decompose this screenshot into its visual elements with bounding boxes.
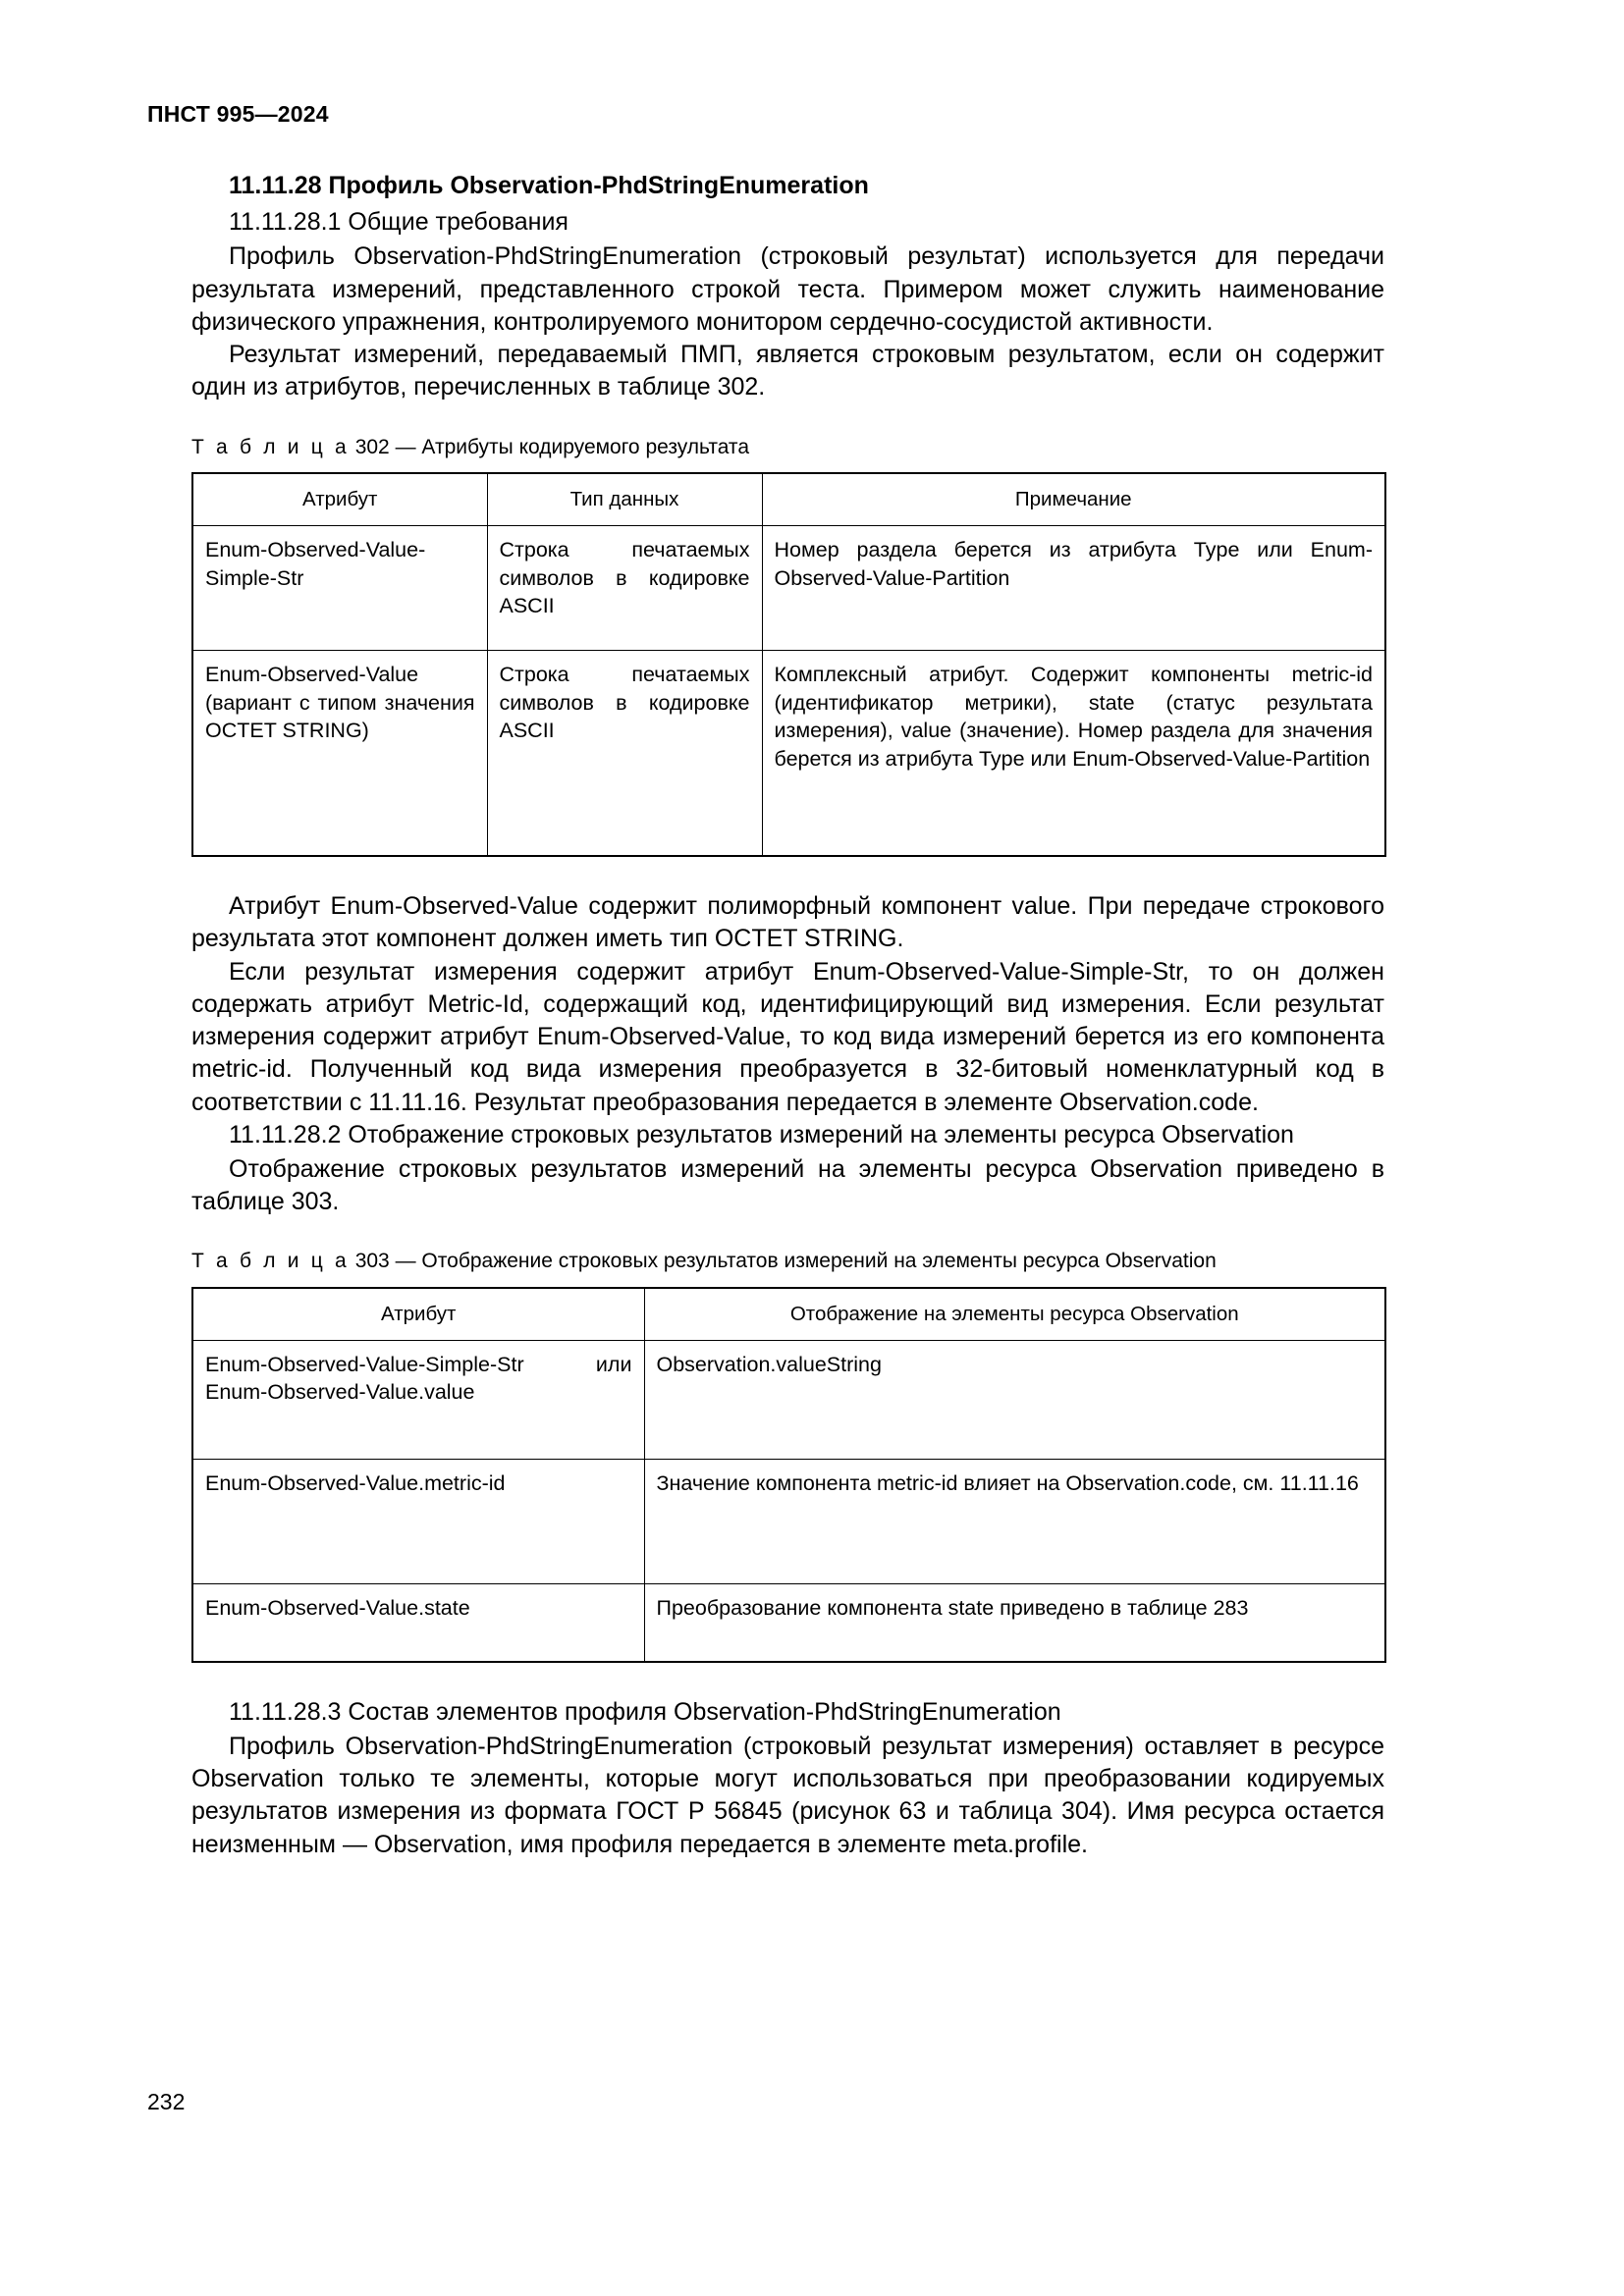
subsection-heading-1: 11.11.28.1 Общие требования [229,208,568,237]
table-302-col-note: Примечание [762,473,1385,526]
table-302 [191,472,1386,857]
table-303-col-attribute: Атрибут [192,1288,644,1341]
table-303-caption-dash: — [395,1250,416,1273]
table-303-r1-attribute-or: или [595,1352,632,1376]
table-303-r1-attribute-line2: Enum-Observed-Value.value [205,1380,475,1405]
table-303-caption-text: Отображение строковых результатов измерений на элементы ресурса Observation [421,1250,1217,1273]
paragraph-5: Отображение строковых результатов измерений на элементы ресурса Observation приведено в таблице 303. [191,1154,1384,1216]
table-303-caption-number: 303 [354,1250,390,1273]
table-row [192,1340,1385,1459]
table-303-r2-attribute: Enum-Observed-Value.metric-id [192,1459,644,1583]
paragraph-3: Атрибут Enum-Observed-Value содержит полиморфный компонент value. При передаче строкового результата этот компонент должен иметь тип OCTET STRING. [191,892,1384,953]
section-title: 11.11.28 Профиль Observation-PhdStringEnumeration [229,172,869,200]
table-303-r1-attribute-line1-wrap [205,1351,632,1379]
table-303 [191,1287,1386,1663]
table-303-r2-mapping: Значение компонента metric-id влияет на Observation.code, см. 11.11.16 [644,1459,1385,1583]
subsection-heading-3: 11.11.28.3 Состав элементов профиля Observation-PhdStringEnumeration [229,1697,1061,1726]
table-303-r3-attribute: Enum-Observed-Value.state [192,1583,644,1662]
table-302-caption-text: Атрибуты кодируемого результата [421,435,749,458]
table-303-spacer [191,1663,1384,1696]
table-302-r2-note: Комплексный атрибут. Содержит компоненты metric-id (идентификатор метрики), state (статус результата измерения), value (значение). Номер раздела для значения берется из атрибута Type или Enum-Observed-Value-Partition [762,651,1385,857]
table-302-r2-attribute: Enum-Observed-Value (вариант с типом значения OCTET STRING) [192,651,487,857]
paragraph-4: Если результат измерения содержит атрибут Enum-Observed-Value-Simple-Str, то он должен содержать атрибут Metric-Id, содержащий код, идентифицирующий вид измерения. Если результат измерения содержит атрибут Enum-Observed-Value, то код вида измерений берется из его компонента metric-id. Полученный код вида измерения преобразуется в 32-битовый номенклатурный код в соответствии с 11.11.16. Результат преобразования передается в элементе Observation.code. [191,957,1384,1116]
table-302-r2-datatype: Строка печатаемых символов в кодировке ASCII [487,651,762,857]
table-302-caption-dash: — [395,435,416,458]
table-303-r1-attribute [192,1340,644,1459]
table-303-r3-mapping: Преобразование компонента state приведено в таблице 283 [644,1583,1385,1662]
table-302-col-datatype: Тип данных [487,473,762,526]
table-303-caption [191,1248,1384,1274]
table-row [192,1583,1385,1662]
table-303-r1-mapping: Observation.valueString [644,1340,1385,1459]
table-302-caption [191,434,1384,460]
table-302-caption-label: Т а б л и ц а [191,435,350,458]
table-303-header-row [192,1288,1385,1341]
table-302-col-attribute: Атрибут [192,473,487,526]
table-row [192,1459,1385,1583]
page-number: 232 [147,2089,186,2114]
table-302-spacer [191,857,1384,890]
table-row [192,651,1385,857]
table-302-r1-datatype: Строка печатаемых символов в кодировке ASCII [487,526,762,651]
table-303-col-mapping: Отображение на элементы ресурса Observation [644,1288,1385,1341]
document-standard-id: ПНСТ 995—2024 [147,101,329,127]
paragraph-2: Результат измерений, передаваемый ПМП, является строковым результатом, если он содержит один из атрибутов, перечисленных в таблице 302. [191,341,1384,401]
table-303-r1-attribute-line1: Enum-Observed-Value-Simple-Str [205,1352,524,1376]
subsection-heading-2: 11.11.28.2 Отображение строковых результатов измерений на элементы ресурса Observation [229,1120,1294,1148]
table-302-r1-attribute: Enum-Observed-Value-Simple-Str [192,526,487,651]
document-body [191,170,1384,1861]
table-302-r1-note: Номер раздела берется из атрибута Type или Enum-Observed-Value-Partition [762,526,1385,651]
table-302-header-row [192,473,1385,526]
paragraph-6: Профиль Observation-PhdStringEnumeration (строковый результат измерения) оставляет в ресурсе Observation только те элементы, которые могут использоваться при преобразовании кодируемых результатов измерения из формата ГОСТ Р 56845 (рисунок 63 и таблица 304). Имя ресурса остается неизменным — Observation, имя профиля передается в элементе meta.profile. [191,1732,1384,1858]
table-302-caption-number: 302 [354,435,390,458]
table-row [192,526,1385,651]
table-303-caption-label: Т а б л и ц а [191,1250,350,1273]
paragraph-1: Профиль Observation-PhdStringEnumeration (строковый результат) используется для передачи результата измерений, представленного строкой теста. Примером может служить наименование физического упражнения, контролируемого монитором сердечно-сосудистой активности. [191,242,1384,336]
